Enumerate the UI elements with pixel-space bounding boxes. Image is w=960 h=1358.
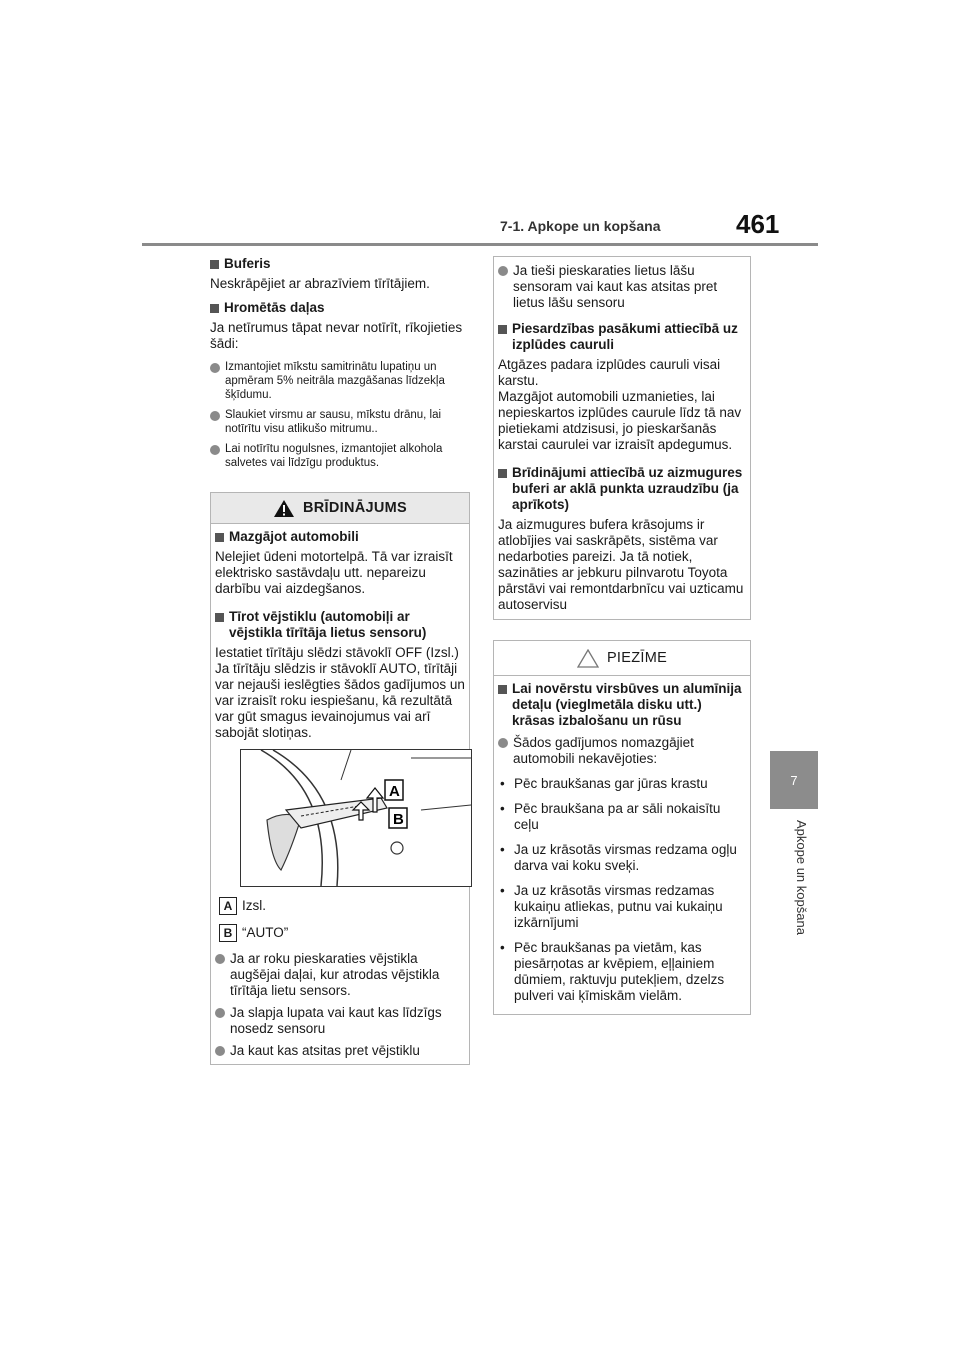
svg-text:A: A — [389, 783, 400, 800]
square-bullet-icon — [498, 685, 507, 694]
square-bullet-icon — [498, 325, 507, 334]
round-bullet-icon — [210, 411, 220, 421]
bufferis-heading: Buferis — [210, 256, 472, 272]
bumper-text: Ja aizmugures bufera krāsojums ir atlobījies vai saskrāpēts, sistēma var nedarboties pareizi. Ja tā notiek, sazināties ar jebkuru pilnvarotu Toyota pārstāvi vai remontdarbnīcu vai uzticamu autoservisu — [498, 517, 744, 612]
list-item: Ja slapja lupata vai kaut kas līdzīgs nosedz sensoru — [215, 1005, 465, 1037]
svg-text:B: B — [393, 811, 404, 828]
exhaust-text: Atgāzes padara izplūdes cauruli visai karstu. — [498, 357, 721, 388]
round-bullet-icon — [215, 1008, 225, 1018]
list-item: Slaukiet virsmu ar sausu, mīkstu drānu, lai notīrītu visu atlikušo mitrumu.. — [210, 408, 472, 436]
list-item: • Pēc braukšanas pa vietām, kas piesārņotas ar kvēpiem, eļļainiem dūmiem, raktuvju putekļiem, dzelzs pulveri vai ķīmiskām vielām. — [500, 940, 725, 1003]
list-item: • Pēc braukšanas gar jūras krastu — [500, 776, 708, 791]
round-bullet-icon — [215, 1046, 225, 1056]
note-heading: Lai novērstu virsbūves un alumīnija detaļu (vieglmetāla disku utt.) krāsas izbalošanu un rūsu — [498, 681, 746, 729]
label-a-icon: A — [219, 897, 237, 915]
round-bullet-icon — [210, 445, 220, 455]
chapter-label: Apkope un kopšana — [794, 820, 809, 935]
list-item: Ja tieši pieskaraties lietus lāšu sensoram vai kaut kas atsitas pret lietus lāšu sensoru — [498, 263, 746, 311]
page-number: 461 — [736, 209, 780, 239]
list-item: • Ja uz krāsotās virsmas redzamas kukaiņu atliekas, putnu vai kukaiņu izkārnījumi — [500, 883, 723, 930]
square-bullet-icon — [210, 304, 219, 313]
notice-triangle-icon — [577, 649, 599, 668]
chrome-heading: Hromētās daļas — [210, 300, 472, 316]
list-item: Ja kaut kas atsitas pret vējstiklu — [215, 1043, 465, 1059]
list-item: Lai notīrītu nogulsnes, izmantojiet alkohola salvetes vai līdzīgu produktus. — [210, 442, 472, 470]
bumper-heading: Brīdinājumi attiecībā uz aizmugures buferi ar aklā punkta uzraudzību (ja aprīkots) — [498, 465, 746, 513]
list-item: Ja ar roku pieskaraties vējstikla augšējai daļai, kur atrodas vējstikla tīrītāja lietu sensors. — [215, 951, 465, 999]
round-bullet-icon — [215, 954, 225, 964]
label-b-icon: B — [219, 924, 237, 942]
square-bullet-icon — [215, 613, 224, 622]
list-item: • Pēc braukšana pa ar sāli nokaisītu ceļu — [500, 801, 721, 832]
wiper-switch-illustration — [240, 749, 472, 887]
warning-triangle-icon — [273, 499, 295, 518]
note-title: PIEZĪME — [494, 641, 750, 676]
wash-text: Nelejiet ūdeni motortelpā. Tā var izraisīt elektrisko sastāvdaļu utt. nepareizu darbību vai aizdegšanos. — [215, 549, 453, 596]
round-bullet-icon — [210, 363, 220, 373]
square-bullet-icon — [210, 260, 219, 269]
label-row-a: A Izsl. — [219, 897, 465, 915]
square-bullet-icon — [498, 469, 507, 478]
list-item: • Ja uz krāsotās virsmas redzama ogļu darva vai koku sveķi. — [500, 842, 737, 873]
note-box — [493, 640, 751, 1015]
round-bullet-icon — [498, 738, 508, 748]
header-rule — [142, 243, 818, 246]
warning-continued-box — [493, 256, 751, 620]
chrome-text: Ja netīrumus tāpat nevar notīrīt, rīkojieties šādi: — [210, 320, 463, 351]
left-column — [210, 256, 472, 1065]
square-bullet-icon — [215, 533, 224, 542]
wiper-lever-icon — [241, 750, 471, 886]
wiper-text: Iestatiet tīrītāju slēdzi stāvoklī OFF (Izsl.) Ja tīrītāju slēdzis ir stāvoklī AUTO, tīrītāji var nejauši ieslēgties šādos gadījumos un var izraisīt roku iespiešanu, kā rezultātā var gūt smagus ievainojumus vai arī sabojāt slotiņas. — [215, 645, 465, 740]
list-item: Izmantojiet mīkstu samitrinātu lupatiņu un apmēram 5% neitrāla mazgāšanas līdzekļa šķīdumu. — [210, 360, 472, 402]
exhaust-text-2: Mazgājot automobili uzmanieties, lai nepieskartos izplūdes caurule līdz tā nav pietiekami atdzisusi, jo pieskaršanās karstai caurulei var izraisīt apdegumus. — [498, 389, 742, 452]
wiper-heading: Tīrot vējstiklu (automobiļi ar vējstikla tīrītāja lietus sensoru) — [215, 609, 465, 641]
list-item: Šādos gadījumos nomazgājiet automobili nekavējoties: — [498, 735, 746, 767]
warning-box — [210, 492, 470, 1065]
round-bullet-icon — [498, 266, 508, 276]
wash-heading: Mazgājot automobili — [215, 529, 465, 545]
bufferis-text: Neskrāpējiet ar abrazīviem tīrītājiem. — [210, 276, 430, 291]
exhaust-heading: Piesardzības pasākumi attiecībā uz izplūdes cauruli — [498, 321, 746, 353]
warning-title: BRĪDINĀJUMS — [211, 493, 469, 524]
right-column — [493, 256, 751, 1015]
chapter-tab: 7 — [770, 751, 818, 809]
section-title: 7-1. Apkope un kopšana — [500, 218, 661, 234]
label-row-b: B “AUTO” — [219, 924, 465, 942]
